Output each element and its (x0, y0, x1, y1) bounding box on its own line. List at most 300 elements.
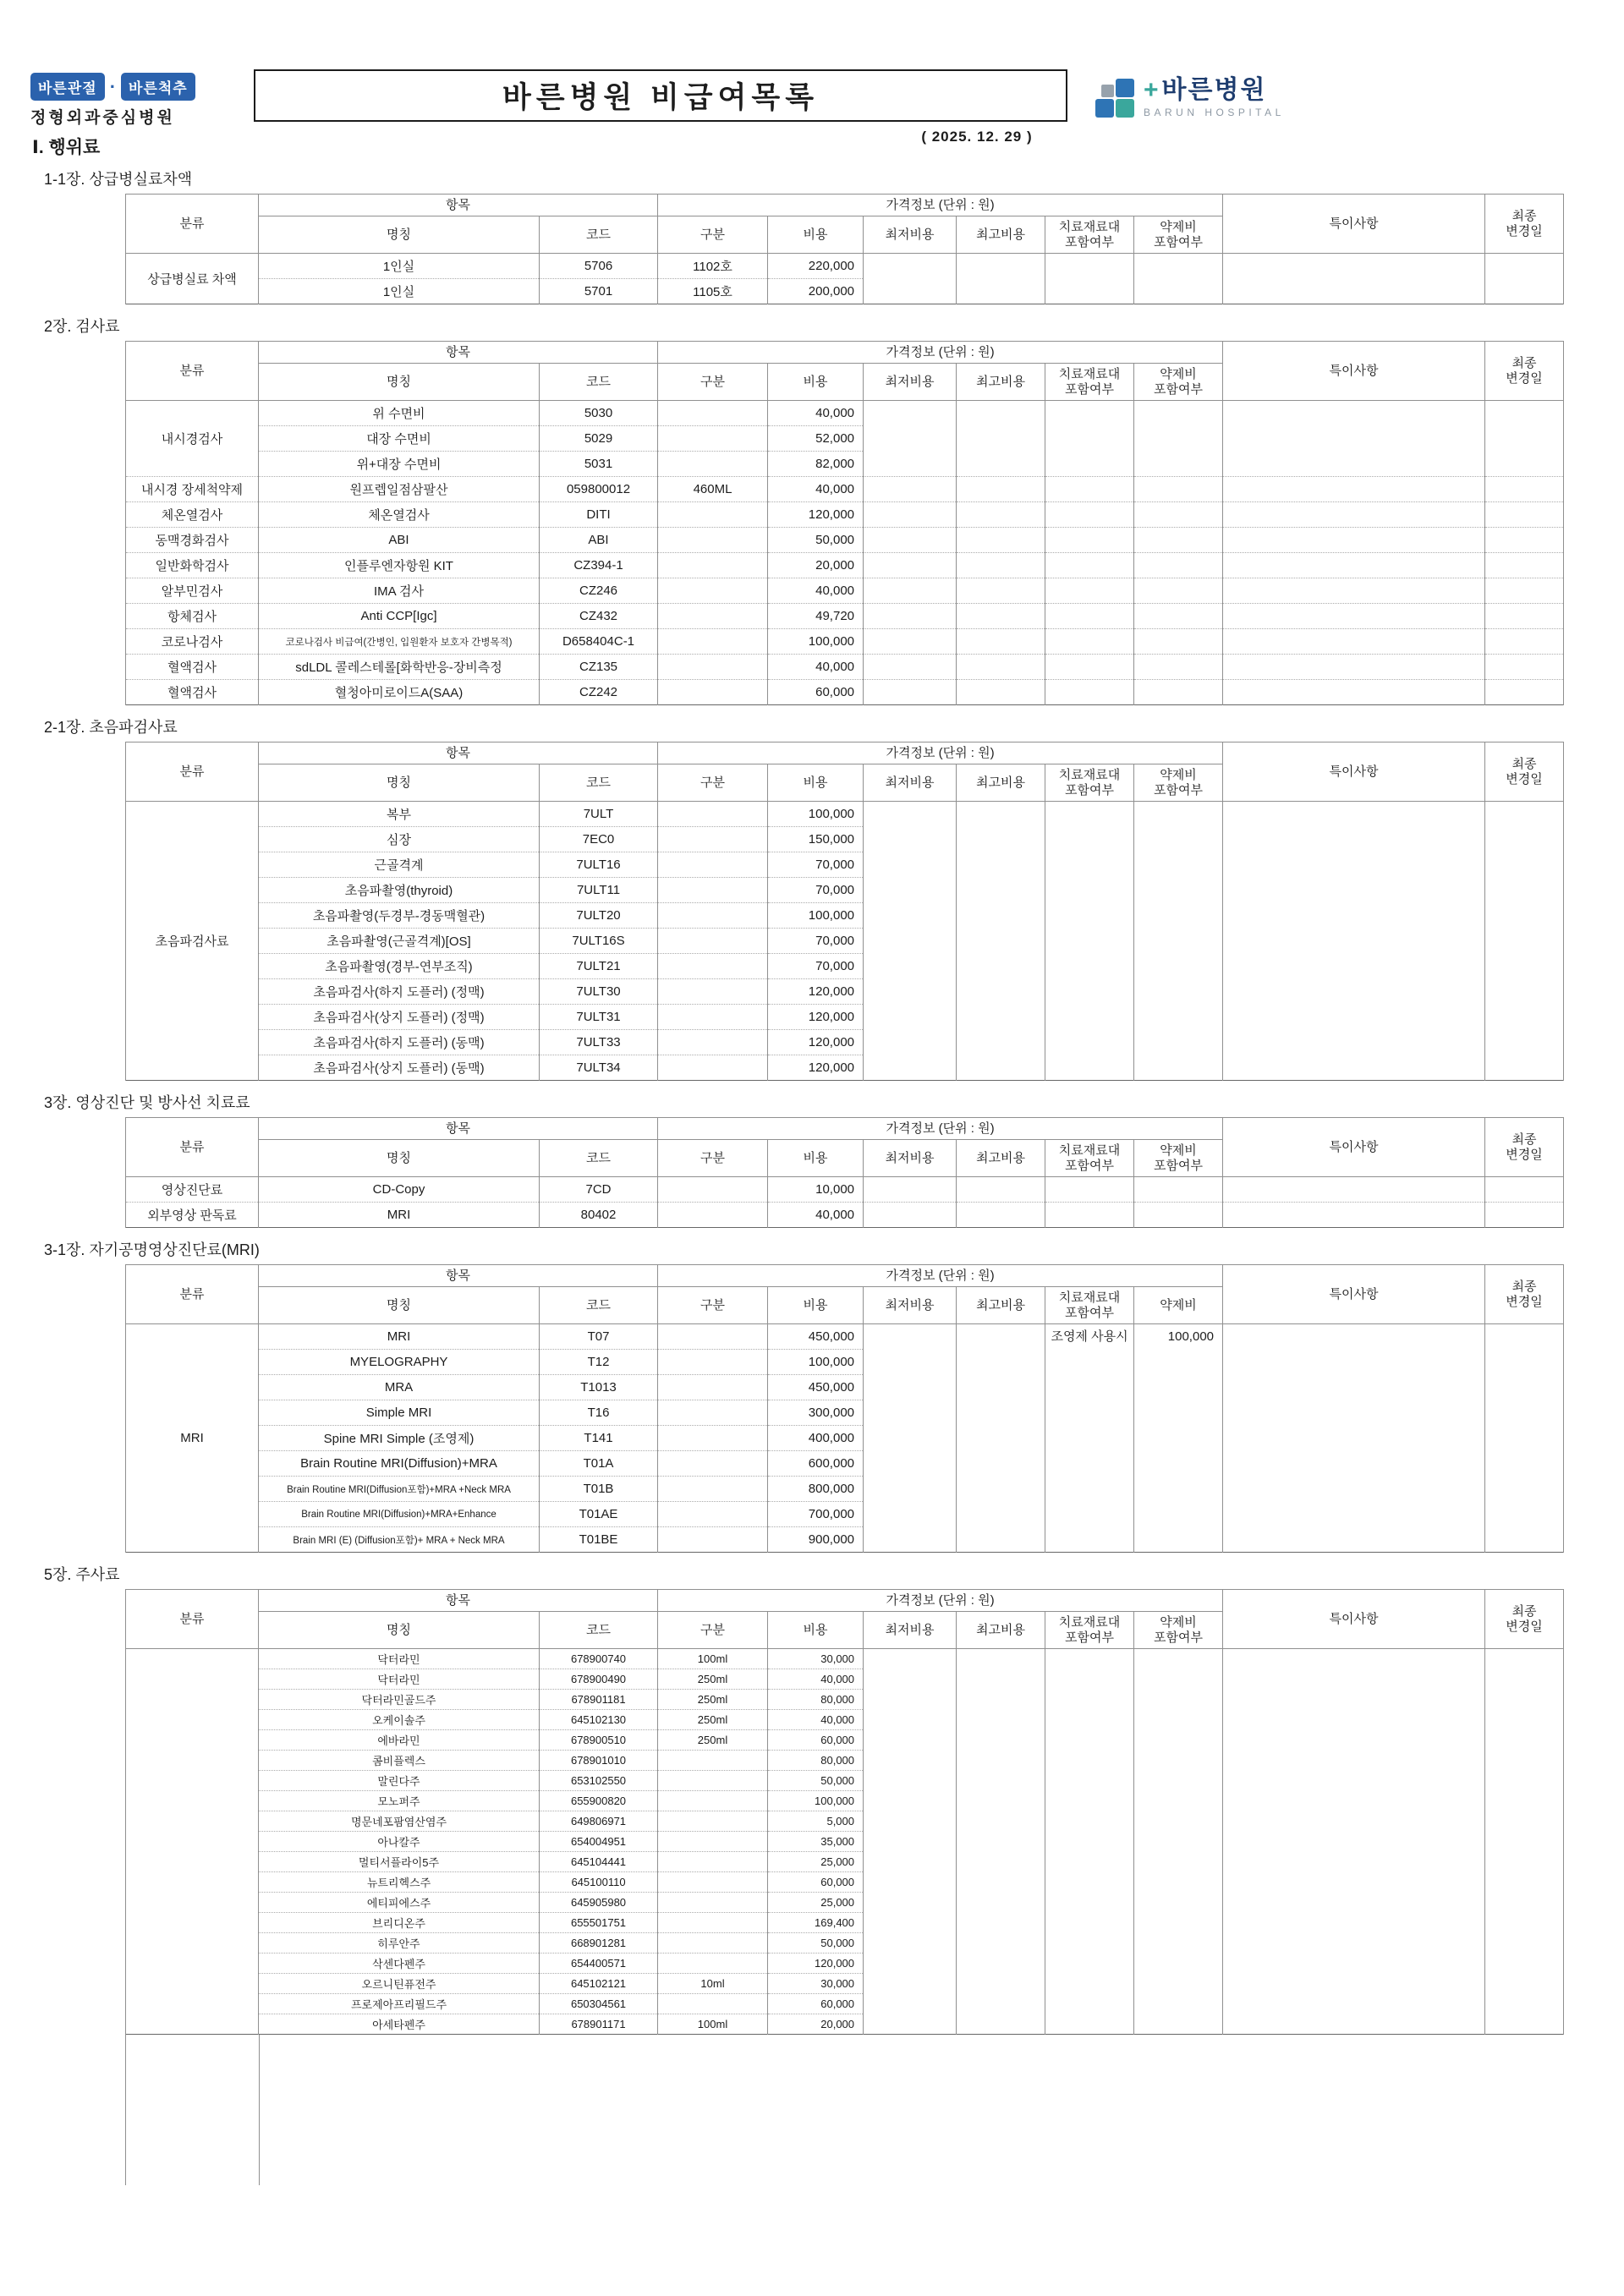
max-cost-cell (957, 553, 1045, 578)
col-header-min-cost: 최저비용 (864, 1612, 957, 1649)
code-cell: T12 (540, 1350, 658, 1375)
hospital-logo-mark-icon (1095, 79, 1134, 118)
table-row (126, 802, 1564, 827)
category-cell: 코로나검사 (126, 629, 259, 655)
type-cell (658, 401, 768, 426)
max-cost-cell (957, 680, 1045, 705)
max-cost-cell (957, 502, 1045, 528)
table-row (126, 502, 1564, 528)
name-cell: 에티피에스주 (259, 1893, 540, 1913)
col-header-price-info: 가격정보 (단위 : 원) (658, 342, 1223, 364)
special-cell (1223, 528, 1485, 553)
code-cell: 80402 (540, 1203, 658, 1228)
material-cell (1045, 1203, 1134, 1228)
drug-cell (1134, 477, 1223, 502)
type-cell (658, 528, 768, 553)
cost-cell: 300,000 (768, 1400, 864, 1426)
min-cost-cell (864, 1324, 957, 1553)
type-cell (658, 1527, 768, 1553)
type-cell (658, 1771, 768, 1791)
code-cell: DITI (540, 502, 658, 528)
col-header-cost: 비용 (768, 1612, 864, 1649)
last-modified-cell (1485, 477, 1564, 502)
col-header-item: 항목 (259, 195, 658, 216)
col-header-max-cost: 최고비용 (957, 364, 1045, 401)
plus-icon: + (1144, 76, 1160, 104)
name-cell: 초음파검사(상지 도플러) (동맥) (259, 1055, 540, 1081)
code-cell: T1013 (540, 1375, 658, 1400)
section-title: 5장. 주사료 (44, 1566, 120, 1583)
table-row (126, 604, 1564, 629)
table-body (126, 1649, 1564, 2035)
name-cell: 아나칼주 (259, 1832, 540, 1852)
code-cell: 655900820 (540, 1791, 658, 1811)
cost-cell: 80,000 (768, 1690, 864, 1710)
col-header-item: 항목 (259, 1590, 658, 1612)
code-cell: 645102130 (540, 1710, 658, 1730)
table-header (126, 1590, 1564, 1649)
col-header-material-included: 치료재료대 포함여부 (1045, 764, 1134, 802)
col-header-cost: 비용 (768, 216, 864, 254)
code-cell: 649806971 (540, 1811, 658, 1832)
max-cost-cell (957, 802, 1045, 1081)
drug-cell (1134, 802, 1223, 1081)
drug-cell (1134, 1649, 1223, 2035)
code-cell: 668901281 (540, 1933, 658, 1954)
cost-cell: 20,000 (768, 2014, 864, 2035)
last-modified-cell (1485, 629, 1564, 655)
code-cell: 7ULT16S (540, 929, 658, 954)
col-header-price-info: 가격정보 (단위 : 원) (658, 1265, 1223, 1287)
code-cell: T01BE (540, 1527, 658, 1553)
category-cell: 동맥경화검사 (126, 528, 259, 553)
code-cell: 5030 (540, 401, 658, 426)
name-cell: 초음파촬영(경부-연부조직) (259, 954, 540, 979)
header-row (126, 1590, 1564, 1612)
max-cost-cell (957, 578, 1045, 604)
table-header (126, 195, 1564, 254)
type-cell: 250ml (658, 1669, 768, 1690)
col-header-max-cost: 최고비용 (957, 1140, 1045, 1177)
header-row (126, 342, 1564, 364)
last-modified-cell (1485, 401, 1564, 477)
col-header-code: 코드 (540, 1287, 658, 1324)
table-header (126, 1118, 1564, 1177)
cost-cell: 50,000 (768, 528, 864, 553)
col-header-last-modified: 최종 변경일 (1485, 195, 1564, 254)
material-cell (1045, 553, 1134, 578)
col-header-type: 구분 (658, 1612, 768, 1649)
name-cell: Spine MRI Simple (조영제) (259, 1426, 540, 1451)
fee-table-injection (125, 1589, 1564, 2035)
special-cell (1223, 254, 1485, 304)
drug-cell (1134, 254, 1223, 304)
cost-cell: 40,000 (768, 1203, 864, 1228)
code-cell: ABI (540, 528, 658, 553)
code-cell: 059800012 (540, 477, 658, 502)
col-header-item: 항목 (259, 1118, 658, 1140)
type-cell (658, 1832, 768, 1852)
last-modified-cell (1485, 502, 1564, 528)
section-exam-fee (0, 315, 1624, 705)
cost-cell: 60,000 (768, 1730, 864, 1751)
cost-cell: 120,000 (768, 979, 864, 1005)
col-header-category: 분류 (126, 342, 259, 401)
type-cell (658, 1811, 768, 1832)
code-cell: 7ULT20 (540, 903, 658, 929)
max-cost-cell (957, 629, 1045, 655)
cost-cell: 60,000 (768, 1994, 864, 2014)
name-cell: 프로제아프리필드주 (259, 1994, 540, 2014)
last-modified-cell (1485, 1177, 1564, 1203)
name-cell: sdLDL 콜레스테롤[화학반응-장비측정 (259, 655, 540, 680)
cost-cell: 450,000 (768, 1375, 864, 1400)
max-cost-cell (957, 1177, 1045, 1203)
type-cell (658, 553, 768, 578)
type-cell (658, 1177, 768, 1203)
name-cell: 멀티서플라이5주 (259, 1852, 540, 1872)
table-body (126, 802, 1564, 1081)
section-injection-fee (0, 1563, 1624, 2185)
col-header-last-modified: 최종 변경일 (1485, 342, 1564, 401)
cost-cell: 120,000 (768, 1954, 864, 1974)
last-modified-cell (1485, 1324, 1564, 1553)
code-cell: 645102121 (540, 1974, 658, 1994)
max-cost-cell (957, 1324, 1045, 1553)
drug-cell (1134, 680, 1223, 705)
table-body (126, 401, 1564, 705)
cost-cell: 25,000 (768, 1852, 864, 1872)
name-cell: Brain Routine MRI(Diffusion)+MRA+Enhance (259, 1502, 540, 1527)
hospital-logo-text (1144, 78, 1285, 118)
header-row (126, 1118, 1564, 1140)
type-cell (658, 1994, 768, 2014)
col-header-price-info: 가격정보 (단위 : 원) (658, 1118, 1223, 1140)
col-header-category: 분류 (126, 1118, 259, 1177)
min-cost-cell (864, 578, 957, 604)
col-header-item: 항목 (259, 1265, 658, 1287)
code-cell: 654004951 (540, 1832, 658, 1852)
code-cell: 5031 (540, 452, 658, 477)
col-header-max-cost: 최고비용 (957, 1612, 1045, 1649)
type-cell (658, 903, 768, 929)
cost-cell: 50,000 (768, 1933, 864, 1954)
table-row (126, 401, 1564, 426)
section-title: 3-1장. 자기공명영상진단료(MRI) (44, 1241, 260, 1258)
col-header-min-cost: 최저비용 (864, 764, 957, 802)
code-cell: CZ432 (540, 604, 658, 629)
cost-cell: 30,000 (768, 1974, 864, 1994)
code-cell: 5029 (540, 426, 658, 452)
cost-cell: 450,000 (768, 1324, 864, 1350)
category-cell: 혈액검사 (126, 655, 259, 680)
table-body (126, 1324, 1564, 1553)
cost-cell: 120,000 (768, 1055, 864, 1081)
cost-cell: 5,000 (768, 1811, 864, 1832)
name-cell: 대장 수면비 (259, 426, 540, 452)
name-cell: 뉴트리헥스주 (259, 1872, 540, 1893)
category-cell: 알부민검사 (126, 578, 259, 604)
col-header-type: 구분 (658, 1287, 768, 1324)
category-cell: 초음파검사료 (126, 802, 259, 1081)
header-row (126, 743, 1564, 764)
category-cell: 항체검사 (126, 604, 259, 629)
col-header-category: 분류 (126, 195, 259, 254)
col-header-price-info: 가격정보 (단위 : 원) (658, 1590, 1223, 1612)
table-row (126, 477, 1564, 502)
col-header-min-cost: 최저비용 (864, 1140, 957, 1177)
special-cell (1223, 578, 1485, 604)
name-cell: 오케이솔주 (259, 1710, 540, 1730)
col-header-item: 항목 (259, 743, 658, 764)
page-title-box (254, 69, 1067, 122)
name-cell: MRA (259, 1375, 540, 1400)
cost-cell: 40,000 (768, 1669, 864, 1690)
col-header-material-included: 치료재료대 포함여부 (1045, 1140, 1134, 1177)
special-cell (1223, 802, 1485, 1081)
min-cost-cell (864, 604, 957, 629)
name-cell: 오르니틴퓨전주 (259, 1974, 540, 1994)
type-cell (658, 1451, 768, 1477)
table-body (126, 1177, 1564, 1228)
type-cell (658, 1502, 768, 1527)
type-cell (658, 452, 768, 477)
cost-cell: 60,000 (768, 680, 864, 705)
last-modified-cell (1485, 528, 1564, 553)
cost-cell: 120,000 (768, 502, 864, 528)
category-cell: 내시경 장세척약제 (126, 477, 259, 502)
max-cost-cell (957, 655, 1045, 680)
col-header-material-included: 치료재료대 포함여부 (1045, 216, 1134, 254)
badge-separator-dot: · (109, 75, 117, 97)
cost-cell: 82,000 (768, 452, 864, 477)
material-cell (1045, 680, 1134, 705)
code-cell: T141 (540, 1426, 658, 1451)
name-cell: MRI (259, 1324, 540, 1350)
category-cell: 체온열검사 (126, 502, 259, 528)
code-cell: 7ULT21 (540, 954, 658, 979)
col-header-drug: 약제비 (1134, 1287, 1223, 1324)
code-cell: 654400571 (540, 1954, 658, 1974)
type-cell (658, 1400, 768, 1426)
table-row (126, 655, 1564, 680)
table-row (126, 553, 1564, 578)
last-modified-cell (1485, 1649, 1564, 2035)
col-header-code: 코드 (540, 216, 658, 254)
cost-cell: 40,000 (768, 477, 864, 502)
type-cell: 460ML (658, 477, 768, 502)
col-header-code: 코드 (540, 1140, 658, 1177)
category-cell (126, 1649, 259, 2035)
code-cell: T01B (540, 1477, 658, 1502)
name-cell: 코로나검사 비급여(간병인, 입원환자 보호자 간병목적) (259, 629, 540, 655)
type-cell (658, 1324, 768, 1350)
type-cell (658, 578, 768, 604)
col-header-price-info: 가격정보 (단위 : 원) (658, 195, 1223, 216)
name-cell: 복부 (259, 802, 540, 827)
special-cell (1223, 629, 1485, 655)
cost-cell: 40,000 (768, 655, 864, 680)
type-cell (658, 1203, 768, 1228)
name-cell: 초음파촬영(두경부-경동맥혈관) (259, 903, 540, 929)
col-header-max-cost: 최고비용 (957, 216, 1045, 254)
name-cell: 1인실 (259, 254, 540, 279)
code-cell: 678900510 (540, 1730, 658, 1751)
code-cell: CZ135 (540, 655, 658, 680)
code-cell: 645104441 (540, 1852, 658, 1872)
name-cell: Anti CCP[Igc] (259, 604, 540, 629)
category-cell: 외부영상 판독료 (126, 1203, 259, 1228)
name-cell: Brain Routine MRI(Diffusion포함)+MRA +Neck MRA (259, 1477, 540, 1502)
page-title: 바른병원 비급여목록 (502, 81, 819, 114)
type-cell: 100ml (658, 2014, 768, 2035)
section-room-charge (0, 167, 1624, 304)
name-cell: Brain MRI (E) (Diffusion포함)+ MRA + Neck MRA (259, 1527, 540, 1553)
col-header-name: 명칭 (259, 364, 540, 401)
material-cell (1045, 502, 1134, 528)
cost-cell: 169,400 (768, 1913, 864, 1933)
code-cell: 678901010 (540, 1751, 658, 1771)
name-cell: 초음파촬영(근골격계)[OS] (259, 929, 540, 954)
type-cell (658, 655, 768, 680)
min-cost-cell (864, 477, 957, 502)
name-cell: 닥터라민골드주 (259, 1690, 540, 1710)
type-cell (658, 426, 768, 452)
cost-cell: 50,000 (768, 1771, 864, 1791)
logo-square-blue (1116, 79, 1134, 97)
material-cell (1045, 655, 1134, 680)
table-row (126, 680, 1564, 705)
material-cell (1045, 254, 1134, 304)
type-cell (658, 1791, 768, 1811)
table-body (126, 254, 1564, 304)
special-cell (1223, 1203, 1485, 1228)
cost-cell: 40,000 (768, 401, 864, 426)
cost-cell: 100,000 (768, 903, 864, 929)
section-mri-fee (0, 1238, 1624, 1553)
col-header-special: 특이사항 (1223, 1265, 1485, 1324)
cost-cell: 150,000 (768, 827, 864, 852)
col-header-special: 특이사항 (1223, 1590, 1485, 1649)
name-cell: 1인실 (259, 279, 540, 304)
type-cell: 250ml (658, 1730, 768, 1751)
type-cell (658, 827, 768, 852)
cost-cell: 40,000 (768, 578, 864, 604)
special-cell (1223, 502, 1485, 528)
name-cell: 원프렙일점삼팔산 (259, 477, 540, 502)
type-cell (658, 1872, 768, 1893)
code-cell: CZ242 (540, 680, 658, 705)
cost-cell: 120,000 (768, 1030, 864, 1055)
col-header-type: 구분 (658, 364, 768, 401)
col-header-category: 분류 (126, 1590, 259, 1649)
name-cell: 히루안주 (259, 1933, 540, 1954)
col-header-category: 분류 (126, 743, 259, 802)
col-header-material-included: 치료재료대 포함여부 (1045, 364, 1134, 401)
col-header-last-modified: 최종 변경일 (1485, 1265, 1564, 1324)
code-cell: 645100110 (540, 1872, 658, 1893)
code-cell: 7ULT33 (540, 1030, 658, 1055)
type-cell: 10ml (658, 1974, 768, 1994)
drug-cell (1134, 528, 1223, 553)
code-cell: 5706 (540, 254, 658, 279)
category-cell: 일반화학검사 (126, 553, 259, 578)
cost-cell: 52,000 (768, 426, 864, 452)
main-section-heading: Ⅰ. 행위료 (32, 138, 101, 157)
col-header-max-cost: 최고비용 (957, 1287, 1045, 1324)
max-cost-cell (957, 604, 1045, 629)
logo-square-blue (1095, 99, 1114, 118)
section-imaging-fee (0, 1091, 1624, 1228)
category-cell: 내시경검사 (126, 401, 259, 477)
col-header-last-modified: 최종 변경일 (1485, 1118, 1564, 1177)
col-header-material-included: 치료재료대 포함여부 (1045, 1612, 1134, 1649)
header-row (126, 1265, 1564, 1287)
code-cell: D658404C-1 (540, 629, 658, 655)
name-cell: 아세타펜주 (259, 2014, 540, 2035)
col-header-item: 항목 (259, 342, 658, 364)
last-modified-cell (1485, 1203, 1564, 1228)
last-modified-cell (1485, 578, 1564, 604)
min-cost-cell (864, 1177, 957, 1203)
col-header-drug-included: 약제비 포함여부 (1134, 364, 1223, 401)
col-header-cost: 비용 (768, 1140, 864, 1177)
name-cell: 닥터라민 (259, 1669, 540, 1690)
cost-cell: 20,000 (768, 553, 864, 578)
type-cell (658, 1030, 768, 1055)
last-modified-cell (1485, 655, 1564, 680)
type-cell: 1102호 (658, 254, 768, 279)
cost-cell: 100,000 (768, 1791, 864, 1811)
last-modified-cell (1485, 802, 1564, 1081)
col-header-name: 명칭 (259, 1612, 540, 1649)
min-cost-cell (864, 680, 957, 705)
table-row (126, 629, 1564, 655)
cost-cell: 40,000 (768, 1710, 864, 1730)
col-header-last-modified: 최종 변경일 (1485, 1590, 1564, 1649)
category-cell: MRI (126, 1324, 259, 1553)
badge-spine: 바른척추 (121, 73, 195, 101)
type-cell (658, 1933, 768, 1954)
col-header-drug-included: 약제비 포함여부 (1134, 764, 1223, 802)
min-cost-cell (864, 528, 957, 553)
table-row (126, 1203, 1564, 1228)
last-modified-cell (1485, 604, 1564, 629)
cost-cell: 900,000 (768, 1527, 864, 1553)
type-cell (658, 1852, 768, 1872)
col-header-category: 분류 (126, 1265, 259, 1324)
type-cell (658, 954, 768, 979)
code-cell: 7ULT34 (540, 1055, 658, 1081)
special-cell (1223, 477, 1485, 502)
col-header-name: 명칭 (259, 1287, 540, 1324)
col-header-type: 구분 (658, 1140, 768, 1177)
last-modified-cell (1485, 553, 1564, 578)
code-cell: 655501751 (540, 1913, 658, 1933)
type-cell (658, 1893, 768, 1913)
name-cell: 초음파촬영(thyroid) (259, 878, 540, 903)
name-cell: 명문네포팜염산염주 (259, 1811, 540, 1832)
min-cost-cell (864, 401, 957, 477)
name-cell: 초음파검사(하지 도플러) (동맥) (259, 1030, 540, 1055)
min-cost-cell (864, 1649, 957, 2035)
name-cell: 위 수면비 (259, 401, 540, 426)
type-cell (658, 1913, 768, 1933)
table-row (126, 1649, 1564, 1669)
drug-cell (1134, 1203, 1223, 1228)
col-header-special: 특이사항 (1223, 195, 1485, 254)
min-cost-cell (864, 1203, 957, 1228)
